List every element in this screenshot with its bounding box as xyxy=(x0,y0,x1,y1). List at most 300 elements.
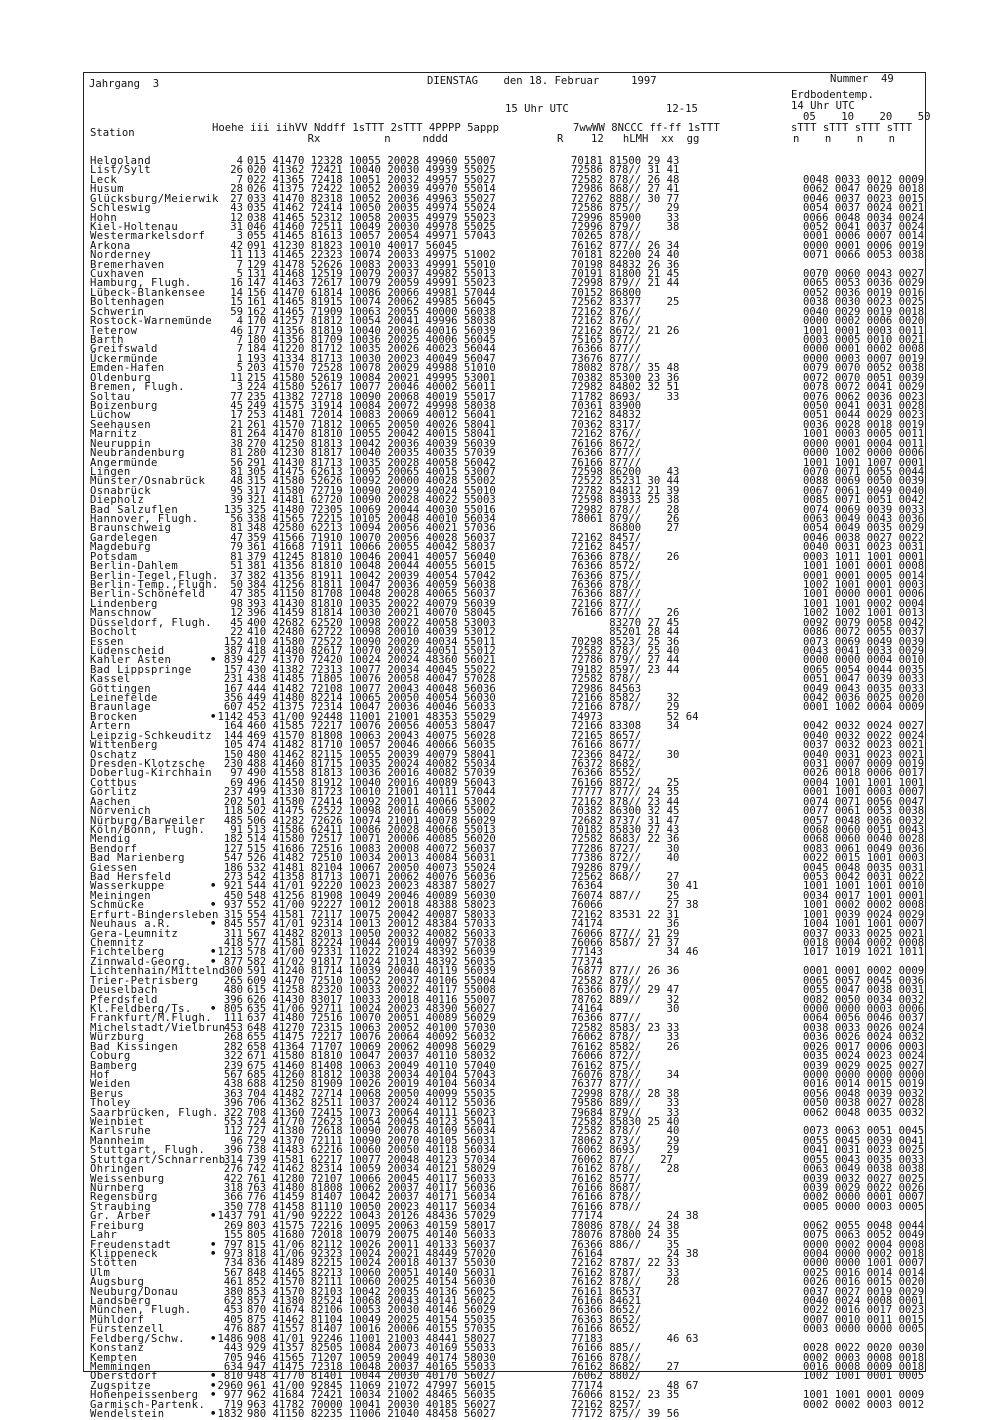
soil-temperature: 0043 0041 0033 0029 xyxy=(803,644,925,657)
station-elevation: 96 xyxy=(230,1134,243,1147)
station-obs-r: 74973 52 64 xyxy=(571,710,699,723)
station-elevation: 387 xyxy=(223,644,243,657)
station-obs-r: 76166 8677/ xyxy=(571,739,642,752)
station-name: Nürnberg xyxy=(90,1181,145,1194)
station-obs: 490 41558 81813 10036 20016 40082 57039 xyxy=(247,767,496,780)
station-elevation: 276 xyxy=(223,1163,243,1176)
station-name: Barth xyxy=(90,334,124,347)
station-name: Wasserkuppe xyxy=(90,880,165,893)
station-elevation: 443 xyxy=(223,1342,243,1355)
station-obs: 739 41581 62217 10077 20048 40123 57034 xyxy=(247,1153,496,1166)
station-name: Cottbus xyxy=(90,776,138,789)
station-name: Berlin-Tegel,Flugh. xyxy=(90,569,219,582)
station-name: Berlin-Temp.,Flugh. xyxy=(90,578,219,591)
station-obs: 552 41/00 92227 10012 20018 48388 58023 xyxy=(247,899,496,912)
table-row xyxy=(84,1181,925,1194)
soil-temperature: 0042 0036 0025 0020 xyxy=(803,692,925,705)
station-name: Lüdenscheid xyxy=(90,644,165,657)
station-obs: 224 41580 52617 10077 20046 40002 56011 xyxy=(247,381,496,394)
station-obs-r: 76166 8687/ xyxy=(571,1181,642,1194)
station-obs-r: 76062 8802/ xyxy=(571,1370,642,1383)
station-name: Dresden-Klotzsche xyxy=(90,758,206,770)
station-elevation: 5 xyxy=(236,268,243,281)
date-line: DIENSTAG den 18. Februar 1997 xyxy=(427,75,657,87)
mountain-marker: • xyxy=(210,1247,217,1260)
station-obs: 177 41356 81819 10040 20036 40016 56039 xyxy=(247,324,496,337)
soil-temperature: 0035 0024 0023 0024 xyxy=(803,1050,925,1063)
station-elevation: 182 xyxy=(223,833,243,846)
station-elevation: 81 xyxy=(230,428,243,441)
station-name: Göttingen xyxy=(90,682,152,695)
station-elevation: 22 xyxy=(230,626,243,639)
table-row xyxy=(84,1080,925,1089)
station-obs-r: 79182 8597/ 23 44 xyxy=(571,663,680,676)
table-row xyxy=(84,211,925,224)
soil-temperature: 0062 0055 0048 0044 xyxy=(803,1219,925,1232)
station-elevation: 547 xyxy=(223,852,243,865)
station-obs: 501 41580 72414 10092 20011 40066 53002 xyxy=(247,795,496,808)
station-obs-r: 76164 24 38 xyxy=(571,1247,699,1260)
station-obs-r: 76366 8552/ xyxy=(571,767,642,780)
station-name: Hohn xyxy=(90,211,118,224)
soil-temperature: 0031 0007 0009 0019 xyxy=(803,758,925,770)
station-obs-r: 77174 48 67 xyxy=(571,1379,699,1392)
station-obs-r: 78062 873// 29 xyxy=(571,1134,680,1147)
table-row xyxy=(84,1087,925,1100)
table-row xyxy=(84,967,925,976)
erd-units: n n n n xyxy=(793,133,896,145)
station-name: Bad Lippspringe xyxy=(90,663,192,676)
station-obs: 147 41463 72617 10079 20059 49991 55023 xyxy=(247,277,496,290)
station-name: Klippeneck xyxy=(90,1247,158,1260)
station-obs: 193 41334 81713 10030 20023 40049 56047 xyxy=(247,352,496,365)
station-obs-r: 71782 8693/ 33 xyxy=(571,390,680,403)
station-obs: 452 41375 72314 10047 20036 40046 56033 xyxy=(247,701,496,714)
soil-temperature: 0000 0000 1001 0007 xyxy=(803,1257,925,1270)
soil-temperature: 1001 1001 1001 0010 xyxy=(803,880,925,893)
station-obs: 704 41482 72714 10068 20050 40099 55035 xyxy=(247,1087,496,1100)
station-elevation: 268 xyxy=(223,1031,243,1044)
soil-temperature: 0040 0024 0008 0001 xyxy=(803,1295,925,1308)
soil-temperature: 0000 0003 0007 0019 xyxy=(803,352,925,365)
station-obs: 496 41450 81912 10040 20016 40089 56043 xyxy=(247,776,496,789)
station-elevation: 453 xyxy=(223,1021,243,1034)
station-obs: 129 41478 52626 10083 20033 49991 55010 xyxy=(247,258,496,271)
station-elevation: 38 xyxy=(230,437,243,450)
table-row xyxy=(84,449,925,458)
station-obs-r: 83270 27 45 xyxy=(571,616,680,629)
station-name: Bendorf xyxy=(90,842,138,855)
station-elevation: 476 xyxy=(223,1323,243,1336)
table-row xyxy=(84,597,925,610)
station-obs-r: 76166 8672/ xyxy=(571,437,642,450)
station-obs-r: 70362 8317/ xyxy=(571,418,642,431)
station-obs-r: 72586 875// 29 xyxy=(571,202,680,215)
soil-temperature: 0079 0070 0052 0038 xyxy=(803,362,925,375)
station-elevation: 5 xyxy=(236,362,243,375)
station-elevation: 17 xyxy=(230,409,243,422)
table-row xyxy=(84,336,925,345)
station-obs-r: 72166 878// 29 xyxy=(571,701,680,714)
soil-temperature: 0078 0072 0041 0029 xyxy=(803,381,925,394)
station-obs: 022 41365 72418 10051 20032 49957 55027 xyxy=(247,173,496,186)
station-obs: 270 41250 81813 10042 20036 40039 56039 xyxy=(247,437,496,450)
station-obs: 805 41680 72018 10079 20075 40140 56033 xyxy=(247,1229,496,1242)
station-name: Rostock-Warnemünde xyxy=(90,315,213,328)
station-elevation: 95 xyxy=(230,484,243,497)
soil-temperature: 1017 1019 1021 1011 xyxy=(803,946,925,959)
soil-temperature: 0062 0047 0029 0018 xyxy=(803,183,925,196)
station-name: Kiel-Holtenau xyxy=(90,220,179,233)
station-obs-r: 73676 877// xyxy=(571,352,642,365)
station-elevation: 311 xyxy=(223,927,243,940)
soil-temperature: 0062 0048 0035 0032 xyxy=(803,1106,925,1119)
station-name: Osnabrück xyxy=(90,484,152,497)
station-elevation: 1213 xyxy=(217,946,243,959)
station-obs-r: 72582 878// xyxy=(571,974,642,987)
station-name: Lingen xyxy=(90,465,131,478)
soil-temperature: 0038 0033 0026 0024 xyxy=(803,1021,925,1034)
station-name: Lübeck-Blankensee xyxy=(90,286,206,299)
table-row xyxy=(84,1266,925,1279)
table-row xyxy=(84,437,925,450)
station-name: Augsburg xyxy=(90,1276,145,1289)
soil-temperature: 0004 0000 0002 0018 xyxy=(803,1247,925,1260)
station-obs: 249 41575 31914 10084 20072 49998 58038 xyxy=(247,399,496,412)
station-elevation: 1437 xyxy=(217,1210,243,1223)
station-elevation: 921 xyxy=(223,880,243,893)
station-elevation: 7 xyxy=(236,334,243,347)
station-obs: 235 41382 72718 10090 20068 40019 55017 xyxy=(247,390,496,403)
station-obs-r: 70182 85830 27 43 xyxy=(571,823,680,836)
table-row xyxy=(84,1344,925,1353)
station-obs: 615 41258 82320 10033 20022 40117 55008 xyxy=(247,984,496,997)
station-name: Stuttgart/Schnarrenb xyxy=(90,1153,226,1166)
station-obs-r: 76066 8152/ 23 35 xyxy=(571,1389,680,1402)
station-obs: 321 41481 62720 10090 20028 40022 55003 xyxy=(247,494,496,507)
table-row xyxy=(84,1033,925,1042)
station-obs: 091 41230 81823 10010 40017 56045 xyxy=(247,239,458,252)
station-name: Zinnwald-Georg. xyxy=(90,955,192,968)
soil-temperature: 0086 0072 0055 0037 xyxy=(803,626,925,639)
soil-temperature: 1001 1001 0002 0004 xyxy=(803,597,925,610)
station-obs: 038 41465 52312 10058 20035 49979 55023 xyxy=(247,211,496,224)
station-obs: 515 41686 72516 10083 20008 40072 56037 xyxy=(247,842,496,855)
station-elevation: 273 xyxy=(223,871,243,884)
table-row xyxy=(84,986,925,995)
station-elevation: 69 xyxy=(230,776,243,789)
station-obs: 887 41557 81407 10016 20006 40155 57035 xyxy=(247,1323,496,1336)
station-obs-r: 78061 879// 26 xyxy=(571,513,680,526)
soil-temperature: 0039 0029 0025 0027 xyxy=(803,1059,925,1072)
soil-temperature: 0022 0015 1001 0003 xyxy=(803,852,925,865)
station-obs: 474 41482 81710 10057 20046 40066 56035 xyxy=(247,739,496,752)
station-name: Chemnitz xyxy=(90,937,145,950)
soil-temperature: 0083 0061 0049 0036 xyxy=(803,842,925,855)
soil-temperature: 1002 1002 1001 0013 xyxy=(803,607,925,620)
erd-utc-label: 14 Uhr UTC xyxy=(791,100,855,112)
station-obs-r: 72598 86200 43 xyxy=(571,465,680,478)
station-obs-r: 72582 878// xyxy=(571,673,642,686)
table-row xyxy=(84,399,925,412)
station-obs: 305 41475 62613 10095 20065 40015 53007 xyxy=(247,465,496,478)
table-row xyxy=(84,1165,925,1174)
table-row xyxy=(84,1193,925,1202)
station-obs: 325 41480 72305 10069 20044 40030 55016 xyxy=(247,503,496,516)
station-name: Garmisch-Partenk. xyxy=(90,1398,206,1411)
station-obs-r: 76062 87// 27 xyxy=(571,1153,674,1166)
table-row xyxy=(84,769,925,778)
soil-temperature: 0065 0057 0045 0036 xyxy=(803,974,925,987)
station-obs: 469 41570 81808 10063 20043 40075 56028 xyxy=(247,729,496,742)
table-row xyxy=(84,1212,925,1221)
table-row xyxy=(84,1297,925,1306)
station-name: Leipzig-Schkeuditz xyxy=(90,729,213,742)
table-row xyxy=(84,352,925,365)
station-elevation: 144 xyxy=(223,729,243,742)
station-obs-r: 72562 83377 25 xyxy=(571,296,680,309)
station-name: Tholey xyxy=(90,1097,131,1110)
station-obs: 626 41430 83017 10033 20018 40116 55007 xyxy=(247,993,496,1006)
soil-temperature: 0039 0032 0027 0025 xyxy=(803,1172,925,1185)
table-row xyxy=(84,628,925,637)
station-obs-r: 72162 876// xyxy=(571,315,642,328)
station-elevation: 839 xyxy=(223,654,243,667)
soil-temperature: 0055 0045 0039 0041 xyxy=(803,1134,925,1147)
station-obs-r: 76062 878// 33 xyxy=(571,1031,680,1044)
station-elevation: 43 xyxy=(230,202,243,215)
station-elevation: 135 xyxy=(223,503,243,516)
station-elevation: 50 xyxy=(230,578,243,591)
station-name: Mendig xyxy=(90,833,131,846)
station-obs-r: 70198 84832 26 36 xyxy=(571,258,680,271)
table-row xyxy=(84,456,925,469)
soil-temperature: 0039 0029 0022 0026 xyxy=(803,1181,925,1194)
station-obs: 348 42580 62213 10094 20056 40021 57036 xyxy=(247,522,496,535)
station-obs-r: 72562 868// 27 xyxy=(571,871,680,884)
station-elevation: 12 xyxy=(230,211,243,224)
station-obs: 035 41462 72414 10050 20035 49974 55024 xyxy=(247,202,496,215)
soil-temperature: 0002 0000 0001 0007 xyxy=(803,1191,925,1204)
station-obs-r: 76377 877// xyxy=(571,1078,642,1091)
erdboden-label: Erdbodentemp. xyxy=(791,89,874,101)
soil-temperature: 0002 0003 0008 0018 xyxy=(803,1351,925,1364)
table-row xyxy=(84,656,925,665)
station-obs-r: 72762 888// 30 77 xyxy=(571,192,680,205)
table-row xyxy=(84,484,925,497)
soil-temperature: 0048 0033 0012 0009 xyxy=(803,173,925,186)
station-obs-r: 79684 879// 33 xyxy=(571,1106,680,1119)
station-obs-r: 78086 878// 24 38 xyxy=(571,1219,680,1232)
station-obs: 532 41481 82104 10067 20050 40073 55024 xyxy=(247,861,496,874)
mountain-marker: • xyxy=(210,654,217,667)
station-obs: 400 42682 62520 10098 20022 40058 53003 xyxy=(247,616,496,629)
station-obs: 156 41470 61814 10086 20066 49981 57044 xyxy=(247,286,496,299)
station-elevation: 877 xyxy=(223,955,243,968)
station-elevation: 46 xyxy=(230,324,243,337)
station-name: Gardelegen xyxy=(90,531,158,544)
erd-depths: 05 10 20 50 xyxy=(803,111,931,123)
station-obs: 033 41470 82318 10052 20036 49963 55027 xyxy=(247,192,496,205)
station-name: Pferdsfeld xyxy=(90,993,158,1006)
station-name: Lindenberg xyxy=(90,597,158,610)
table-row xyxy=(84,1391,925,1400)
soil-temperature: 0026 0016 0015 0020 xyxy=(803,1276,925,1289)
station-obs: 929 41357 82505 10084 20073 40169 55033 xyxy=(247,1342,496,1355)
soil-temperature: 1002 1001 0001 0005 xyxy=(803,1370,925,1383)
table-row xyxy=(84,663,925,676)
table-row xyxy=(84,324,925,337)
station-obs-r: 76364 30 41 xyxy=(571,880,699,893)
soil-temperature: 1004 1001 1001 0007 xyxy=(803,918,925,931)
soil-temperature: 0085 0071 0051 0042 xyxy=(803,494,925,507)
station-obs-r: 76166 877// 26 xyxy=(571,607,680,620)
station-obs: 444 41482 72108 10077 20043 40048 56036 xyxy=(247,682,496,695)
table-row xyxy=(84,166,925,175)
station-elevation: 47 xyxy=(230,531,243,544)
station-obs-r: 76162 878// 28 xyxy=(571,1163,680,1176)
station-elevation: 438 xyxy=(223,1078,243,1091)
station-elevation: 318 xyxy=(223,1181,243,1194)
table-row xyxy=(84,418,925,431)
jahrgang-label: Jahrgang 3 xyxy=(89,78,160,90)
range-label: 12-15 xyxy=(666,103,698,115)
station-name: Deuselbach xyxy=(90,984,158,997)
station-name: Doberlug-Kirchhain xyxy=(90,767,213,780)
station-obs: 253 41481 72014 10083 20069 40012 56041 xyxy=(247,409,496,422)
soil-temperature: 0003 1011 1001 0001 xyxy=(803,550,925,563)
station-obs-r: 76166 878// xyxy=(571,1191,642,1204)
station-obs-r: 72522 85231 30 44 xyxy=(571,475,680,488)
soil-temperature: 0053 0042 0031 0022 xyxy=(803,871,925,884)
station-elevation: 845 xyxy=(223,918,243,931)
station-elevation: 12 xyxy=(230,607,243,620)
station-name: Öhringen xyxy=(90,1163,145,1176)
soil-temperature: 0073 0069 0049 0039 xyxy=(803,635,925,648)
station-name: Angermünde xyxy=(90,456,158,469)
table-row xyxy=(84,795,925,808)
station-obs: 582 41/02 91817 11024 21031 48392 56035 xyxy=(247,955,496,968)
station-obs-r: 77143 34 46 xyxy=(571,946,699,959)
mountain-marker: • xyxy=(210,1408,217,1420)
station-name: Bremerhaven xyxy=(90,258,165,271)
table-row xyxy=(84,1351,925,1364)
station-obs: 453 41/00 92448 11001 21001 48353 55029 xyxy=(247,710,496,723)
station-obs: 526 41482 72510 10034 20013 40084 56031 xyxy=(247,852,496,865)
station-name: Zugspitze xyxy=(90,1379,152,1392)
table-row xyxy=(84,390,925,403)
station-obs-r: 72166 877// xyxy=(571,597,642,610)
station-obs-r: 72582 8583/ 23 33 xyxy=(571,1021,680,1034)
station-obs: 542 41358 81713 10071 20062 40076 56036 xyxy=(247,871,496,884)
station-obs-r: 72782 84812 21 39 xyxy=(571,484,680,497)
soil-temperature: 0070 0071 0055 0044 xyxy=(803,465,925,478)
station-obs: 015 41470 12328 10055 20028 49960 55007 xyxy=(247,155,496,167)
station-obs-r: 70265 878// xyxy=(571,230,642,243)
station-obs: 393 41430 81810 10035 20022 40079 56039 xyxy=(247,597,496,610)
soil-temperature: 0041 0031 0023 0025 xyxy=(803,1144,925,1157)
station-obs-r: 72366 8472/ 30 xyxy=(571,748,680,761)
table-row xyxy=(84,1059,925,1072)
station-elevation: 21 xyxy=(230,418,243,431)
station-name: Schleswig xyxy=(90,202,152,215)
station-name: Kahler Asten xyxy=(90,654,172,667)
station-obs: 385 41150 81708 10048 20028 40065 56037 xyxy=(247,588,496,601)
soil-temperature: 0072 0070 0051 0039 xyxy=(803,371,925,384)
station-name: Artern xyxy=(90,720,131,733)
station-obs: 361 41668 71911 10066 20055 40042 58037 xyxy=(247,541,496,554)
soil-temperature: 0040 0031 0023 0021 xyxy=(803,748,925,761)
soil-temperature: 0064 0056 0046 0037 xyxy=(803,1012,925,1025)
station-name: Bremen, Flugh. xyxy=(90,381,185,394)
soil-temperature: 0001 0001 0002 0009 xyxy=(803,965,925,978)
station-obs-r: 78076 87800 24 35 xyxy=(571,1229,680,1242)
station-obs: 026 41375 72422 10052 20039 49970 55014 xyxy=(247,183,496,196)
station-obs-r: 72166 83308 34 xyxy=(571,720,680,733)
table-row xyxy=(84,1153,925,1166)
station-obs: 609 41470 72510 10052 20037 40106 55004 xyxy=(247,974,496,987)
station-obs-r: 72162 876// xyxy=(571,428,642,441)
station-name: München, Flugh. xyxy=(90,1304,192,1317)
station-obs-r: 76366 875// xyxy=(571,569,642,582)
station-elevation: 48 xyxy=(230,475,243,488)
soil-temperature: 0036 0028 0018 0019 xyxy=(803,418,925,431)
table-row xyxy=(84,496,925,505)
station-obs: 203 41570 72528 10078 20029 49988 51010 xyxy=(247,362,496,375)
station-obs: 857 41380 82524 10068 20043 40141 56022 xyxy=(247,1295,496,1308)
station-obs: 488 41460 81715 10035 20024 40082 55034 xyxy=(247,758,496,770)
station-obs-r: 72998 879// 21 44 xyxy=(571,277,680,290)
table-row xyxy=(84,1052,925,1061)
table-row xyxy=(84,741,925,750)
table-row xyxy=(84,882,925,891)
station-obs-r: 72162 8457/ xyxy=(571,531,642,544)
station-name: Freudenstadt xyxy=(90,1238,172,1251)
table-row xyxy=(84,823,925,836)
station-name: Kassel xyxy=(90,673,131,686)
soil-temperature: 0050 0038 0027 0028 xyxy=(803,1097,925,1110)
table-row xyxy=(84,1313,925,1326)
station-elevation: 453 xyxy=(223,1304,243,1317)
station-obs: 382 41356 81911 10042 20039 40054 57042 xyxy=(247,569,496,582)
station-elevation: 734 xyxy=(223,1257,243,1270)
soil-temperature: 0040 0031 0023 0031 xyxy=(803,541,925,554)
station-obs-r: 72982 878// 28 xyxy=(571,503,680,516)
soil-temperature: 0063 0049 0038 0038 xyxy=(803,1163,925,1176)
table-row xyxy=(84,861,925,874)
station-elevation: 810 xyxy=(223,1370,243,1383)
station-obs-r: 72586 878// 31 41 xyxy=(571,164,680,177)
station-obs: 729 41370 72111 10090 20070 40105 56031 xyxy=(247,1134,496,1147)
station-obs-r: 76877 877// 26 36 xyxy=(571,965,680,978)
station-name: Weissenburg xyxy=(90,1172,165,1185)
station-obs: 763 41480 81808 10062 20037 40117 56036 xyxy=(247,1181,496,1194)
soil-temperature: 0055 0043 0035 0033 xyxy=(803,1153,925,1166)
station-obs: 131 41468 12519 10079 20037 49982 55013 xyxy=(247,268,496,281)
utc-label: 15 Uhr UTC xyxy=(505,103,569,115)
station-obs-r: 72162 8672/ 21 26 xyxy=(571,324,680,337)
erd-cols: sTTT sTTT sTTT sTTT xyxy=(791,122,913,134)
station-name: Lüchow xyxy=(90,409,131,422)
station-elevation: 485 xyxy=(223,814,243,827)
station-obs-r: 76366 886// 35 xyxy=(571,1238,680,1251)
station-obs: 708 41360 72415 10073 20064 40111 56023 xyxy=(247,1106,496,1119)
table-row xyxy=(84,411,925,420)
station-obs-r: 76363 8652/ xyxy=(571,1313,642,1326)
col-header-r1: 7wwWW 8NCCC ff-ff 1sTTT xyxy=(573,122,720,134)
table-row xyxy=(84,1106,925,1119)
station-elevation: 322 xyxy=(223,1106,243,1119)
